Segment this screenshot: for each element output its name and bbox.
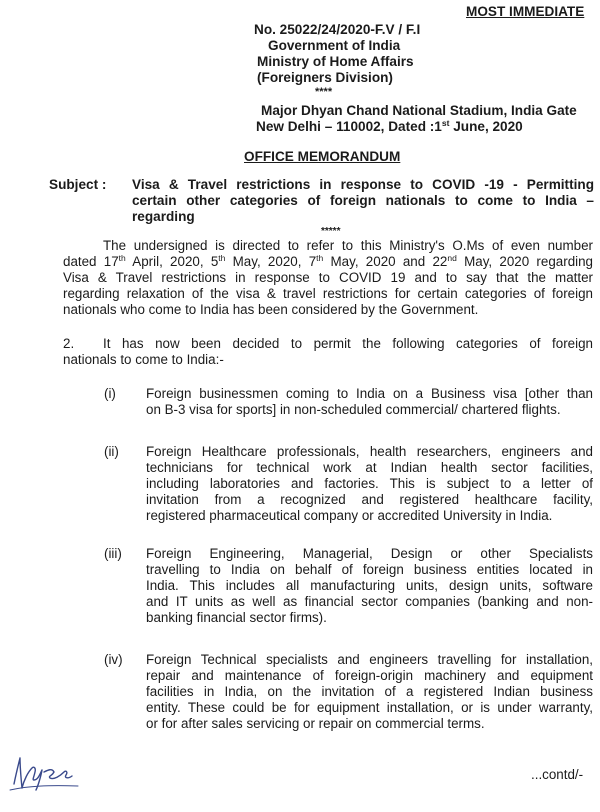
para1-line-3: Visa & Travel restrictions in response to COVID 19 and to say that the matter <box>63 270 593 285</box>
subject-line-1: Visa & Travel restrictions in response to COVID -19 - Permitting <box>132 177 594 192</box>
item-line: entity. These could be for equipment installation, or is under warranty, <box>146 700 593 715</box>
item-line: India. This includes all manufacturing units, design units, software <box>146 578 593 593</box>
item-line: invitation from a recognized and registered healthcare facility, <box>146 492 593 507</box>
address-line-2: New Delhi – 110002, Dated :1st June, 2020 <box>256 118 523 134</box>
item-line: facilities in India, on the invitation of a registered Indian business <box>146 684 593 699</box>
item-number: (i) <box>104 386 116 401</box>
address-line-1: Major Dhyan Chand National Stadium, India Gate <box>261 103 577 118</box>
subject-label: Subject : <box>49 177 107 192</box>
item-line: and IT units as well as financial sector companies (banking and non- <box>146 594 593 609</box>
ministry-name: Ministry of Home Affairs <box>257 54 414 69</box>
para2-line-1: It has now been decided to permit the following categories of foreign <box>103 336 593 351</box>
government-name: Government of India <box>268 38 401 53</box>
item-line: Foreign Technical specialists and engineers travelling for installation, <box>146 652 593 667</box>
separator-stars: ***** <box>321 226 341 237</box>
header-stars: **** <box>315 86 333 98</box>
item-line: Foreign Healthcare professionals, health researchers, engineers and <box>146 444 593 459</box>
document-title: OFFICE MEMORANDUM <box>244 149 401 164</box>
item-line: travelling to India on behalf of foreign business entities located in <box>146 562 593 577</box>
item-line: registered pharmaceutical company or accredited University in India. <box>146 508 553 523</box>
item-number: (ii) <box>104 444 119 459</box>
item-number: (iii) <box>104 546 122 561</box>
para1-line-2: dated 17th April, 2020, 5th May, 2020, 7th May, 2020 and 22nd May, 2020 regarding <box>63 253 594 269</box>
item-line: repair and maintenance of foreign-origin machinery and equipment <box>146 668 593 683</box>
item-line: or for after sales servicing or repair on commercial terms. <box>146 716 485 731</box>
item-line: banking financial sector firms). <box>146 610 327 625</box>
file-number: No. 25022/24/2020-F.V / F.I <box>254 22 421 37</box>
para1-line-1: The undersigned is directed to refer to this Ministry's O.Ms of even number <box>103 238 593 253</box>
para2-line-2: nationals to come to India:- <box>63 352 224 367</box>
division-name: (Foreigners Division) <box>257 70 393 85</box>
para1-line-4: regarding relaxation of the visa & travel restrictions for certain categories of foreign <box>63 286 593 301</box>
item-line: Foreign Engineering, Managerial, Design or other Specialists <box>146 546 593 561</box>
signature-mark <box>8 744 90 792</box>
item-line: including laboratories and factories. This is subject to a letter of <box>146 476 593 491</box>
para2-number: 2. <box>63 336 75 351</box>
subject-line-2: certain other categories of foreign nationals to come to India – <box>132 193 594 208</box>
continued-label: ...contd/- <box>531 767 584 782</box>
item-line: on B-3 visa for sports] in non-scheduled commercial/ chartered flights. <box>146 402 561 417</box>
para1-line-5: nationals who come to India has been considered by the Government. <box>63 302 479 317</box>
item-line: Foreign businessmen coming to India on a Business visa [other than <box>146 386 593 401</box>
subject-line-3: regarding <box>132 209 195 224</box>
priority-label: MOST IMMEDIATE <box>466 4 585 19</box>
item-line: technicians for technical work at Indian health sector facilities, <box>146 460 593 475</box>
item-number: (iv) <box>104 652 123 667</box>
